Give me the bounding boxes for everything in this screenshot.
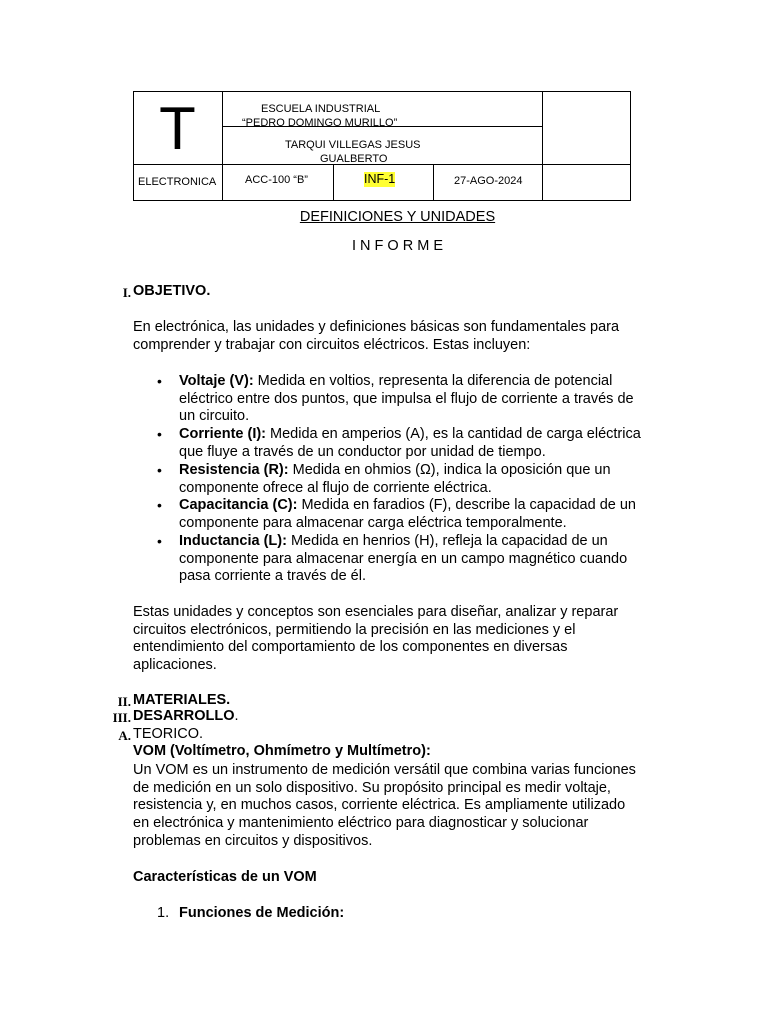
text-line: componente ofrece al flujo de corriente eléctrica. <box>179 479 492 496</box>
bullet-dot: • <box>157 462 162 478</box>
objective-closing <box>133 604 618 675</box>
section-3-heading: DESARROLLO <box>133 708 235 724</box>
features-heading: Características de un VOM <box>133 869 317 885</box>
author-name-line1: TARQUI VILLEGAS JESUS <box>285 139 421 151</box>
term-definition: Medida en voltios, representa la diferencia de potencial <box>253 373 613 389</box>
text-line: entendimiento del comportamiento de los componentes en diversas <box>133 639 568 656</box>
term-definition: Medida en ohmios (Ω), indica la oposición que un <box>288 462 611 478</box>
text-line: pasa corriente a través de él. <box>179 568 366 585</box>
list-item-capacitancia <box>179 497 636 532</box>
section-3-heading-wrap <box>133 708 239 726</box>
list-item-resistencia <box>179 462 611 497</box>
list-item-inductancia <box>179 533 627 586</box>
term-definition: Medida en henrios (H), refleja la capacidad de un <box>286 533 608 549</box>
text-line: circuitos electrónicos, permitiendo la precisión en las mediciones y el <box>133 621 576 638</box>
school-name-line2: “PEDRO DOMINGO MURILLO” <box>242 117 398 129</box>
bullet-dot: • <box>157 533 162 549</box>
numbered-item-label: Funciones de Medición: <box>179 905 345 921</box>
document-title: DEFINICIONES Y UNIDADES <box>299 209 496 225</box>
section-3-heading-dot: . <box>234 708 239 724</box>
section-1-number: I. <box>122 285 131 300</box>
date-cell: 27-AGO-2024 <box>454 175 523 187</box>
text-line: componente para almacenar energía en un campo magnético cuando <box>179 550 628 567</box>
logo-letter: T <box>159 95 196 162</box>
term-label: Inductancia (L): <box>179 533 287 549</box>
text-line: un circuito. <box>179 408 250 425</box>
section-3-number: III. <box>112 710 131 725</box>
text-line: Estas unidades y conceptos son esenciales para diseñar, analizar y reparar <box>133 604 619 620</box>
subsection-a-label: TEORICO. <box>133 726 204 742</box>
subsection-a-number: A. <box>118 728 131 743</box>
document-subtitle: I N F O R M E <box>351 238 444 254</box>
author-name-line2: GUALBERTO <box>320 153 388 165</box>
term-label: Voltaje (V): <box>179 373 254 389</box>
course-cell: ACC-100 “B” <box>245 174 308 186</box>
report-code: INF-1 <box>364 172 396 186</box>
bullet-dot: • <box>157 373 162 389</box>
term-label: Corriente (I): <box>179 426 266 442</box>
term-label: Capacitancia (C): <box>179 497 298 513</box>
text-line: eléctrico entre dos puntos, que impulsa el flujo de corriente a través de <box>179 390 634 407</box>
text-line: resistencia y, en muchos casos, corriente eléctrica. Es ampliamente utilizado <box>133 797 626 814</box>
term-definition: Medida en faradios (F), describe la capacidad de un <box>297 497 636 513</box>
term-definition: Medida en amperios (A), es la cantidad de carga eléctrica <box>266 426 641 442</box>
text-line: componente para almacenar carga eléctrica temporalmente. <box>179 514 567 531</box>
text-line: En electrónica, las unidades y definiciones básicas son fundamentales para <box>133 319 620 335</box>
term-label: Resistencia (R): <box>179 462 289 478</box>
department-cell: ELECTRONICA <box>138 176 217 188</box>
section-2-number: II. <box>117 694 131 709</box>
text-line: de medición en un solo dispositivo. Su propósito principal es medir voltaje, <box>133 779 611 796</box>
school-name-line1: ESCUELA INDUSTRIAL <box>261 103 381 115</box>
section-2-heading: MATERIALES. <box>133 692 231 708</box>
numbered-item-number: 1. <box>157 905 170 921</box>
text-line: que fluye a través de un conductor por unidad de tiempo. <box>179 443 546 460</box>
list-item-corriente <box>179 426 641 461</box>
bullet-dot: • <box>157 426 162 442</box>
objective-intro <box>133 319 619 354</box>
text-line: comprender y trabajar con circuitos eléctricos. Estas incluyen: <box>133 336 531 353</box>
bullet-dot: • <box>157 497 162 513</box>
list-item-voltaje <box>179 373 634 426</box>
section-1-heading: OBJETIVO. <box>133 283 211 299</box>
report-code-cell <box>364 172 395 187</box>
text-line: aplicaciones. <box>133 657 217 674</box>
text-line: problemas en circuitos y dispositivos. <box>133 832 373 849</box>
vom-paragraph <box>133 762 636 851</box>
text-line: en electrónica y mantenimiento eléctrico para diagnosticar y solucionar <box>133 815 589 832</box>
text-line: Un VOM es un instrumento de medición versátil que combina varias funciones <box>133 762 636 778</box>
vom-heading: VOM (Voltímetro, Ohmímetro y Multímetro): <box>133 743 431 759</box>
